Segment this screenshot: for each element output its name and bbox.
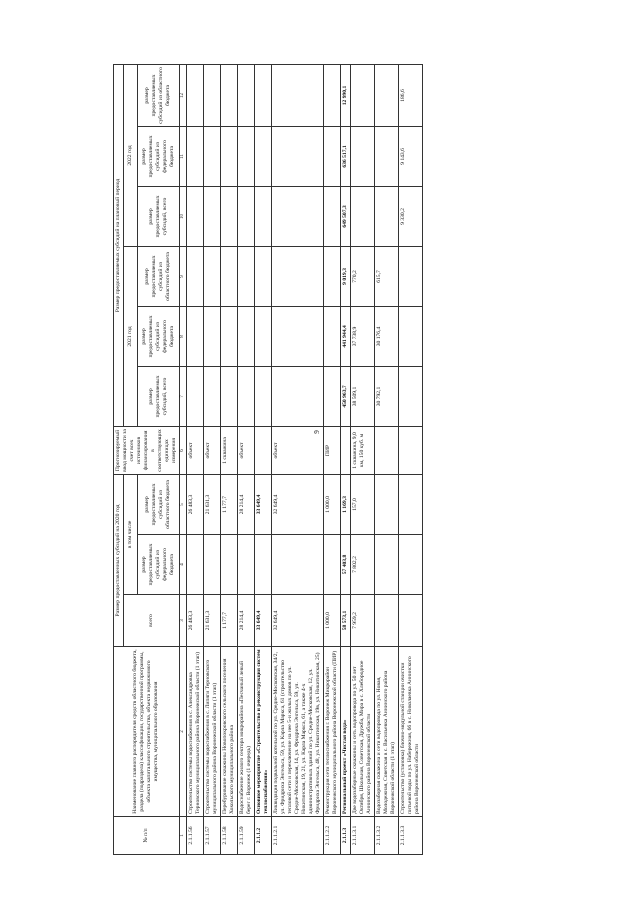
total-2021	[221, 366, 238, 426]
reg-2022	[187, 64, 204, 126]
total-2020: 1 000,0	[323, 595, 340, 647]
fed-2021: 30 176,4	[374, 306, 398, 366]
row-name: Две водозаборные скважины и сеть водопровода по ул. 50 лет Октября, Школьная, Советская, Дружба, Мира в с. Хлебородное Аннинского района Воронежской области	[350, 647, 374, 817]
total-2020: 28 214,4	[238, 595, 255, 647]
table-row	[350, 64, 374, 854]
fed-2020	[398, 535, 422, 595]
capacity: объект	[271, 426, 323, 474]
total-2021: 450 963,7	[340, 366, 350, 426]
row-number: 2.1.1.2.2	[323, 817, 340, 855]
reg-2021	[398, 246, 422, 306]
fed-2020: 7 802,2	[350, 535, 374, 595]
total-2021: 38 509,1	[350, 366, 374, 426]
header-group-2020: Размер предоставленных субсидий на 2020 год	[114, 474, 124, 646]
fed-2020: 57 403,8	[340, 535, 350, 595]
column-index: 3	[179, 595, 186, 647]
column-index: 7	[179, 366, 186, 426]
total-2020: 58 573,1	[340, 595, 350, 647]
row-number: 2.1.1.58	[221, 817, 238, 855]
fed-2020	[374, 535, 398, 595]
capacity: объект	[187, 426, 204, 474]
row-name: Водозаборная скважина и сети водопровода по ул. Новая, Молодежная, Советская в с. Васильевка Аннинского района Воронежской области (1 этап)	[374, 647, 398, 817]
total-2020: 7 959,2	[350, 595, 374, 647]
reg-2021	[323, 246, 340, 306]
table-row	[204, 64, 221, 854]
header-fed-2020: размер предоставляемых субсидий из федерального бюджета	[137, 535, 179, 595]
fed-2022	[187, 126, 204, 186]
fed-2021	[221, 306, 238, 366]
capacity: объект	[204, 426, 221, 474]
total-2022: 649 507,3	[340, 186, 350, 246]
total-2022	[350, 186, 374, 246]
fed-2021	[323, 306, 340, 366]
column-index: 9	[179, 246, 186, 306]
reg-2020: 1 177,7	[221, 474, 238, 534]
header-fed-2021: размер предоставляемых субсидий из федерального бюджета	[137, 306, 179, 366]
fed-2022	[350, 126, 374, 186]
fed-2020	[187, 535, 204, 595]
reg-2022	[350, 64, 374, 126]
total-2021: 30 792,1	[374, 366, 398, 426]
reg-2020: 1 000,0	[323, 474, 340, 534]
fed-2020	[323, 535, 340, 595]
fed-2021	[204, 306, 221, 366]
table-row	[238, 64, 255, 854]
total-2020	[374, 595, 398, 647]
fed-2022: 636 517,1	[340, 126, 350, 186]
table-row	[254, 64, 271, 854]
header-total-2021: размер предоставляемых субсидий, всего	[137, 366, 179, 426]
header-total-2020: всего	[123, 595, 179, 647]
row-name: Региональный проект «Чистая вода»	[340, 647, 350, 817]
document-table-page	[113, 65, 618, 855]
column-index: 4	[179, 535, 186, 595]
reg-2020: 33 649,4	[254, 474, 271, 534]
fed-2021	[398, 306, 422, 366]
column-index: 11	[179, 126, 186, 186]
header-group-plan: Размер предоставляемых субсидий на плановый период	[114, 64, 124, 426]
row-name: Строительство (установка) блочно-модульной станции очистки питьевой воды по ул. Набережная, 66 в с. Николаевка Аннинского района Воронежской области	[398, 647, 422, 817]
total-2022	[271, 186, 323, 246]
table-row	[221, 64, 238, 854]
row-number: 2.1.1.3.1	[350, 817, 374, 855]
fed-2020	[204, 535, 221, 595]
fed-2022	[254, 126, 271, 186]
total-2022	[221, 186, 238, 246]
fed-2022	[204, 126, 221, 186]
column-index: 1	[179, 817, 186, 855]
row-number: 2.1.1.2.1	[271, 817, 323, 855]
table-row	[271, 64, 323, 854]
reg-2021	[271, 246, 323, 306]
fed-2022: 9 143,6	[398, 126, 422, 186]
fed-2021	[238, 306, 255, 366]
fed-2022	[323, 126, 340, 186]
table-row	[187, 64, 204, 854]
reg-2020: 32 649,4	[271, 474, 323, 534]
header-year-2022: 2022 год	[123, 64, 137, 246]
reg-2021: 9 019,3	[340, 246, 350, 306]
column-index: 2	[179, 647, 186, 817]
fed-2022	[271, 126, 323, 186]
reg-2021	[221, 246, 238, 306]
column-index: 12	[179, 64, 186, 126]
total-2021	[187, 366, 204, 426]
total-2021	[254, 366, 271, 426]
reg-2021: 770,2	[350, 246, 374, 306]
page-number: 9	[312, 430, 321, 434]
fed-2021: 37 738,9	[350, 306, 374, 366]
header-incl-2020: в том числе	[123, 474, 137, 594]
header-name: Наименование главного распорядителя средств областного бюджета, раздела (подраздела) классификации, государственной программы, объекта капитального строительства, объекта недвижимого имущества, муниципального образования	[114, 647, 180, 817]
fed-2020	[238, 535, 255, 595]
reg-2021: 615,7	[374, 246, 398, 306]
total-2020: 1 177,7	[221, 595, 238, 647]
reg-2020	[398, 474, 422, 534]
row-number: 2.1.1.3.3	[398, 817, 422, 855]
row-number: 2.1.1.56	[187, 817, 204, 855]
total-2021	[323, 366, 340, 426]
fed-2022	[374, 126, 398, 186]
total-2022	[204, 186, 221, 246]
total-2021	[398, 366, 422, 426]
row-number: 2.1.1.3.2	[374, 817, 398, 855]
reg-2022	[374, 64, 398, 126]
reg-2022	[204, 64, 221, 126]
row-name: Основное мероприятие «Строительство и реконструкция систем теплоснабжения»	[254, 647, 271, 817]
table-row	[374, 64, 398, 854]
reg-2020	[374, 474, 398, 534]
reg-2021	[204, 246, 221, 306]
total-2021	[271, 366, 323, 426]
capacity: объект	[238, 426, 255, 474]
capacity: ПИР	[323, 426, 340, 474]
reg-2020: 157,0	[350, 474, 374, 534]
total-2022	[323, 186, 340, 246]
capacity: 1 скважина	[221, 426, 238, 474]
capacity	[398, 426, 422, 474]
fed-2020	[271, 535, 323, 595]
total-2022	[374, 186, 398, 246]
total-2020	[398, 595, 422, 647]
column-index-row	[179, 64, 186, 854]
reg-2020: 28 214,4	[238, 474, 255, 534]
reg-2021	[238, 246, 255, 306]
row-name: Перебуривание скважины Новопокровского сельского поселения Хохольского муниципального района	[221, 647, 238, 817]
total-2021	[238, 366, 255, 426]
column-index: 5	[179, 474, 186, 534]
header-fed-2022: размер предоставляемых субсидий из федерального бюджета	[137, 126, 179, 186]
column-index: 10	[179, 186, 186, 246]
header-num: № п/п	[114, 817, 180, 855]
header-total-2022: размер предоставляемых субсидий, всего	[137, 186, 179, 246]
reg-2020: 21 631,3	[204, 474, 221, 534]
row-name: Ликвидация подвальной котельной по ул. Средне-Московская, 34/2, ул. Фридриха Энгельса, 59, ул. Карла Маркса, 61 (строительство тепловой сети и переключение на нее 5-и жилых домов по ул. Средне-Московская, 14, ул. Фридриха Энгельса, 59, ул. Никитинская, 19, 21, ул. Карла Маркса, 61, а также 4-х административных зданий по ул. Средне-Московская, 12, ул. Фридриха Энгельса, 48, ул. Никитинская, 19в, ул. Никитинская, 25)	[271, 647, 323, 817]
total-2022: 9 330,2	[398, 186, 422, 246]
header-reg-2020: размер предоставляемых субсидий из областного бюджета	[137, 474, 179, 534]
fed-2021	[254, 306, 271, 366]
fed-2022	[221, 126, 238, 186]
total-2020: 32 649,4	[271, 595, 323, 647]
row-name: Строительство системы водоснабжения в с. Липяги Терновского муниципального района Воронежской области (1 этап)	[204, 647, 221, 817]
total-2021	[204, 366, 221, 426]
row-number: 2.1.1.2	[254, 817, 271, 855]
reg-2021	[254, 246, 271, 306]
column-index: 8	[179, 306, 186, 366]
fed-2020	[221, 535, 238, 595]
reg-2022	[323, 64, 340, 126]
table-row	[323, 64, 340, 854]
reg-2022: 186,6	[398, 64, 422, 126]
header-year-2021: 2021 год	[123, 246, 137, 426]
fed-2022	[238, 126, 255, 186]
capacity: 1 скважина, 9,0 км, 150 куб. м	[350, 426, 374, 474]
reg-2022	[221, 64, 238, 126]
reg-2020: 26 483,3	[187, 474, 204, 534]
reg-2022: 12 990,1	[340, 64, 350, 126]
fed-2021	[187, 306, 204, 366]
row-name: Реконструкция сети теплоснабжения г. Воронеж Микрорайон Воронежского муниципального района Воронежской области (ПИР)	[323, 647, 340, 817]
column-index: 6	[179, 426, 186, 474]
row-number: 2.1.1.3	[340, 817, 350, 855]
fed-2021: 441 944,4	[340, 306, 350, 366]
fed-2021	[271, 306, 323, 366]
reg-2021	[187, 246, 204, 306]
reg-2022	[254, 64, 271, 126]
row-number: 2.1.1.57	[204, 817, 221, 855]
total-2022	[254, 186, 271, 246]
header-reg-2021: размер предоставляемых субсидий из областного бюджета	[137, 246, 179, 306]
header-reg-2022: размер предоставляемых субсидий из областного бюджета	[137, 64, 179, 126]
capacity	[374, 426, 398, 474]
total-2022	[187, 186, 204, 246]
table-row	[340, 64, 350, 854]
reg-2022	[271, 64, 323, 126]
row-name: Строительство системы водоснабжения в с. Александровка Терновского муниципального района Воронежской области (1 этап)	[187, 647, 204, 817]
reg-2020: 1 169,3	[340, 474, 350, 534]
header-capacity: Прогнозируемый ввод мощности за счет всех источников финансирования в соответствующих единицах измерения	[114, 426, 180, 474]
capacity	[254, 426, 271, 474]
total-2020: 21 631,3	[204, 595, 221, 647]
total-2020: 33 649,4	[254, 595, 271, 647]
row-name: Водоснабжение жилого сектора микрорайона «Песчаный левый берег г. Воронеж (1 очередь)	[238, 647, 255, 817]
subsidies-table	[113, 64, 423, 855]
reg-2022	[238, 64, 255, 126]
fed-2020	[254, 535, 271, 595]
total-2022	[238, 186, 255, 246]
total-2020: 26 483,3	[187, 595, 204, 647]
capacity	[340, 426, 350, 474]
table-row	[398, 64, 422, 854]
row-number: 2.1.1.59	[238, 817, 255, 855]
